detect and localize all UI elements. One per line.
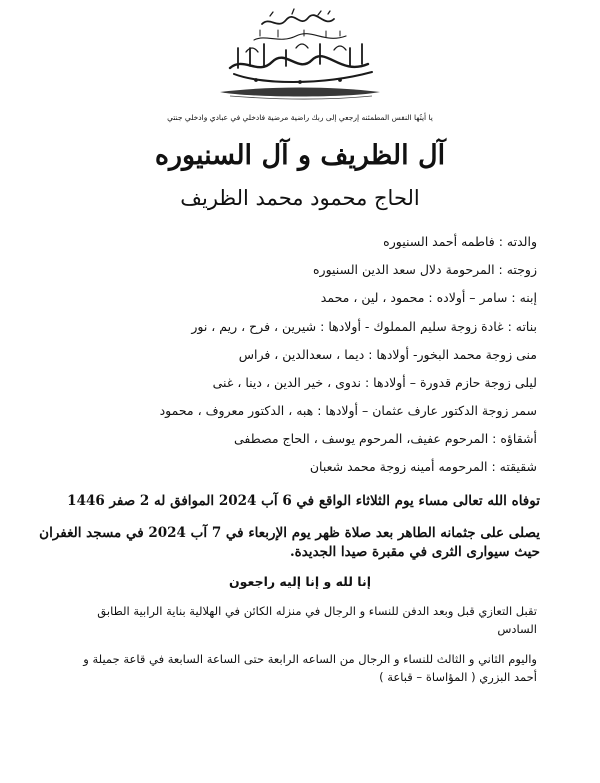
quran-verse: يا أيتُها النفس المطمئنه إرجعي إلى ربك راضية مرضية فادخلي في عبادي وادخلي جنتي (167, 113, 433, 122)
relative-line-daughter-samar: سمر زوجة الدكتور عارف عثمان – أولادها : هبه ، الدكتور معروف ، محمود (159, 403, 537, 418)
calligraphy-icon (200, 6, 400, 102)
family-title: آل الظريف و آل السنيوره (154, 140, 446, 171)
relative-line-son: إبنه : سامر – أولاده : محمود ، لين ، محمد (320, 290, 537, 305)
death-announcement: توفاه الله تعالى مساء يوم الثلاثاء الواقع في 6 آب 2024 الموافق له 2 صفر 1446 (67, 493, 540, 509)
relative-line-daughter-laila: ليلى زوجة حازم قدورة – أولادها : ندوى ، خير الدين ، دينا ، غنى (212, 375, 537, 390)
relative-line-brothers: أشقاؤه : المرحوم عفيف، المرحوم يوسف ، الحاج مصطفى (234, 431, 537, 446)
funeral-prayer-announcement: يصلى على جثمانه الطاهر بعد صلاة ظهر يوم الإربعاء في 7 آب 2024 في مسجد الغفران حيث سيوارى الثرى في مقبرة صيدا الجديدة. (39, 525, 540, 560)
relative-line-wife: زوجته : المرحومة دلال سعد الدين السنيوره (312, 262, 537, 277)
condolences-hall: واليوم الثاني و الثالث للنساء و الرجال من الساعه الرابعة حتى الساعة السابعة في قاعة جميلة و أحمد البزري ( المؤاساة – قباعة ) (83, 652, 537, 684)
quran-calligraphy-emblem (200, 6, 400, 102)
relative-line-daughter-mona: منى زوجة محمد البخور- أولادها : ديما ، سعدالدين ، فراس (238, 347, 537, 362)
relative-line-sister: شقيقته : المرحومه أمينه زوجة محمد شعبان (309, 459, 537, 474)
relative-line-daughter-ghada: بناته : غادة زوجة سليم المملوك - أولادها : شيرين ، فرح ، ريم ، نور (191, 319, 537, 334)
relative-line-mother: والدته : فاطمه أحمد السنيوره (383, 234, 537, 249)
condolences-home: تقبل التعازي قبل وبعد الدفن للنساء و الرجال في منزله الكائن في الهلالية بناية الرابية الطابق السادس (97, 604, 537, 636)
closing-phrase: إنا لله و إنا إليه راجعون (229, 574, 371, 589)
deceased-name: الحاج محمود محمد الظريف (180, 186, 420, 210)
